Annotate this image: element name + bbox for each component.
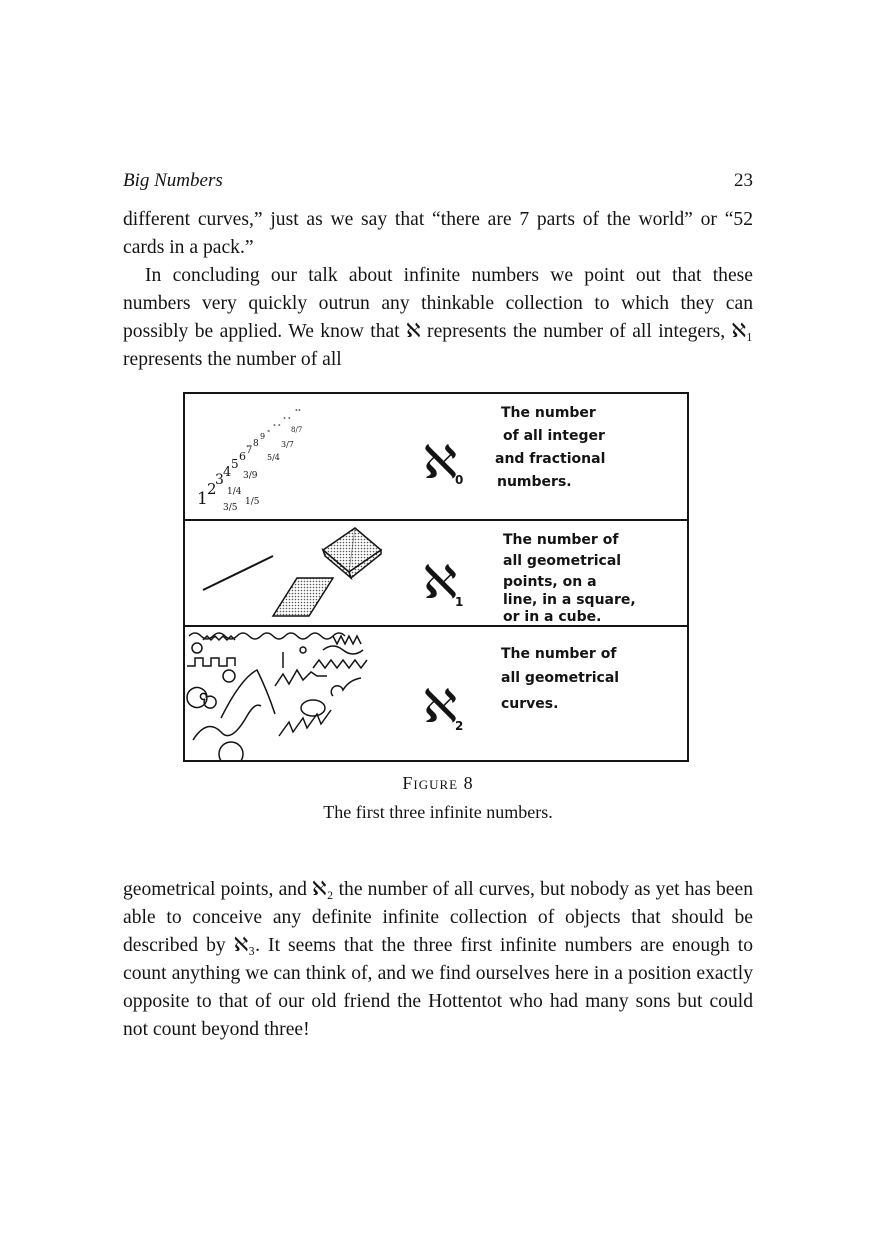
fraction-a: 1/4 [227, 487, 242, 497]
panel-1-svg [183, 392, 689, 520]
integer-4: 4 [223, 465, 232, 480]
aleph-symbol-1: ℵ [423, 555, 458, 609]
panel-2-line-2: all geometrical [503, 553, 622, 569]
integer-1: 1 [197, 489, 208, 509]
square-drawing [273, 578, 333, 616]
figure-8 [183, 392, 689, 762]
fraction-e: 5/4 [267, 453, 280, 462]
line-drawing [203, 556, 273, 590]
panel-points [183, 520, 689, 626]
running-head: Big Numbers [123, 170, 223, 191]
panel-1-line-2: of all integer [503, 428, 605, 444]
aleph-subscript-0: 0 [455, 473, 464, 487]
panel-integers [183, 392, 689, 520]
caption-text: The first three infinite numbers. [323, 802, 553, 822]
integer-3: 3 [215, 472, 224, 488]
panel-1-line-3: and fractional [495, 451, 606, 467]
svg-text:∘ ∘: ∘ ∘ [283, 415, 291, 422]
fraction-d: 3/9 [243, 471, 258, 481]
panel-2-line-3: points, on a [503, 574, 597, 590]
integer-7: 7 [246, 445, 253, 456]
aleph-subscript-1: 1 [455, 595, 464, 609]
cube-drawing [323, 528, 381, 578]
figure-caption [123, 773, 753, 823]
fraction-f: 3/7 [281, 440, 294, 449]
top-text [123, 206, 753, 374]
panel-3-line-3: curves. [501, 696, 559, 712]
numbers-drawing [197, 407, 302, 513]
paragraph-2: In concluding our talk about infinite numbers we point out that these numbers very quickly outrun any thinkable collection to which they can possibly be applied. We know that ℵ represents the number of all integers, ℵ₁ represents the number of all [123, 265, 753, 370]
fraction-b: 3/5 [223, 503, 238, 513]
aleph-symbol-0: ℵ [423, 435, 458, 489]
panel-2-line-5: or in a cube. [503, 609, 602, 625]
panel-1-line-4: numbers. [497, 474, 572, 490]
panel-curves [183, 626, 689, 762]
integer-2: 2 [207, 480, 217, 498]
curves-drawing [187, 633, 367, 762]
integer-9: 9 [260, 432, 266, 441]
fraction-c: 1/5 [245, 497, 260, 507]
svg-text:∘ ∘: ∘ ∘ [273, 422, 281, 429]
panel-3-line-2: all geometrical [501, 670, 620, 686]
caption-label: Figure 8 [402, 773, 474, 793]
aleph-symbol-2: ℵ [423, 679, 458, 733]
panel-3-line-1: The number of [501, 646, 617, 662]
paragraph-1: different curves,” just as we say that “there are 7 parts of the world” or “52 cards in a pack.” [123, 209, 753, 258]
panel-2-svg [183, 520, 689, 626]
aleph-subscript-2: 2 [455, 719, 464, 733]
integer-8: 8 [253, 439, 259, 449]
panel-2-line-1: The number of [503, 532, 619, 548]
page-header [123, 170, 753, 200]
panel-1-line-1: The number [501, 405, 596, 421]
panel-3-svg [183, 626, 689, 762]
fraction-g: 8/7 [291, 426, 303, 434]
bottom-text [123, 876, 753, 1044]
paragraph-3: geometrical points, and ℵ₂ the number of all curves, but nobody as yet has been able to conceive any definite infinite collection of objects that should be described by ℵ₃. It seems that the three first infinite numbers are enough to count anything we can think of, and we find ourselves here in a position exactly opposite to that of our old friend the Hottentot who had many sons but could not count beyond three! [123, 879, 753, 1040]
page-number: 23 [734, 170, 753, 191]
integer-6: 6 [239, 450, 246, 463]
svg-text:∘∘: ∘∘ [295, 407, 301, 414]
panel-2-line-4: line, in a square, [503, 592, 636, 608]
integer-5: 5 [231, 457, 239, 471]
svg-text:∘: ∘ [267, 427, 271, 435]
